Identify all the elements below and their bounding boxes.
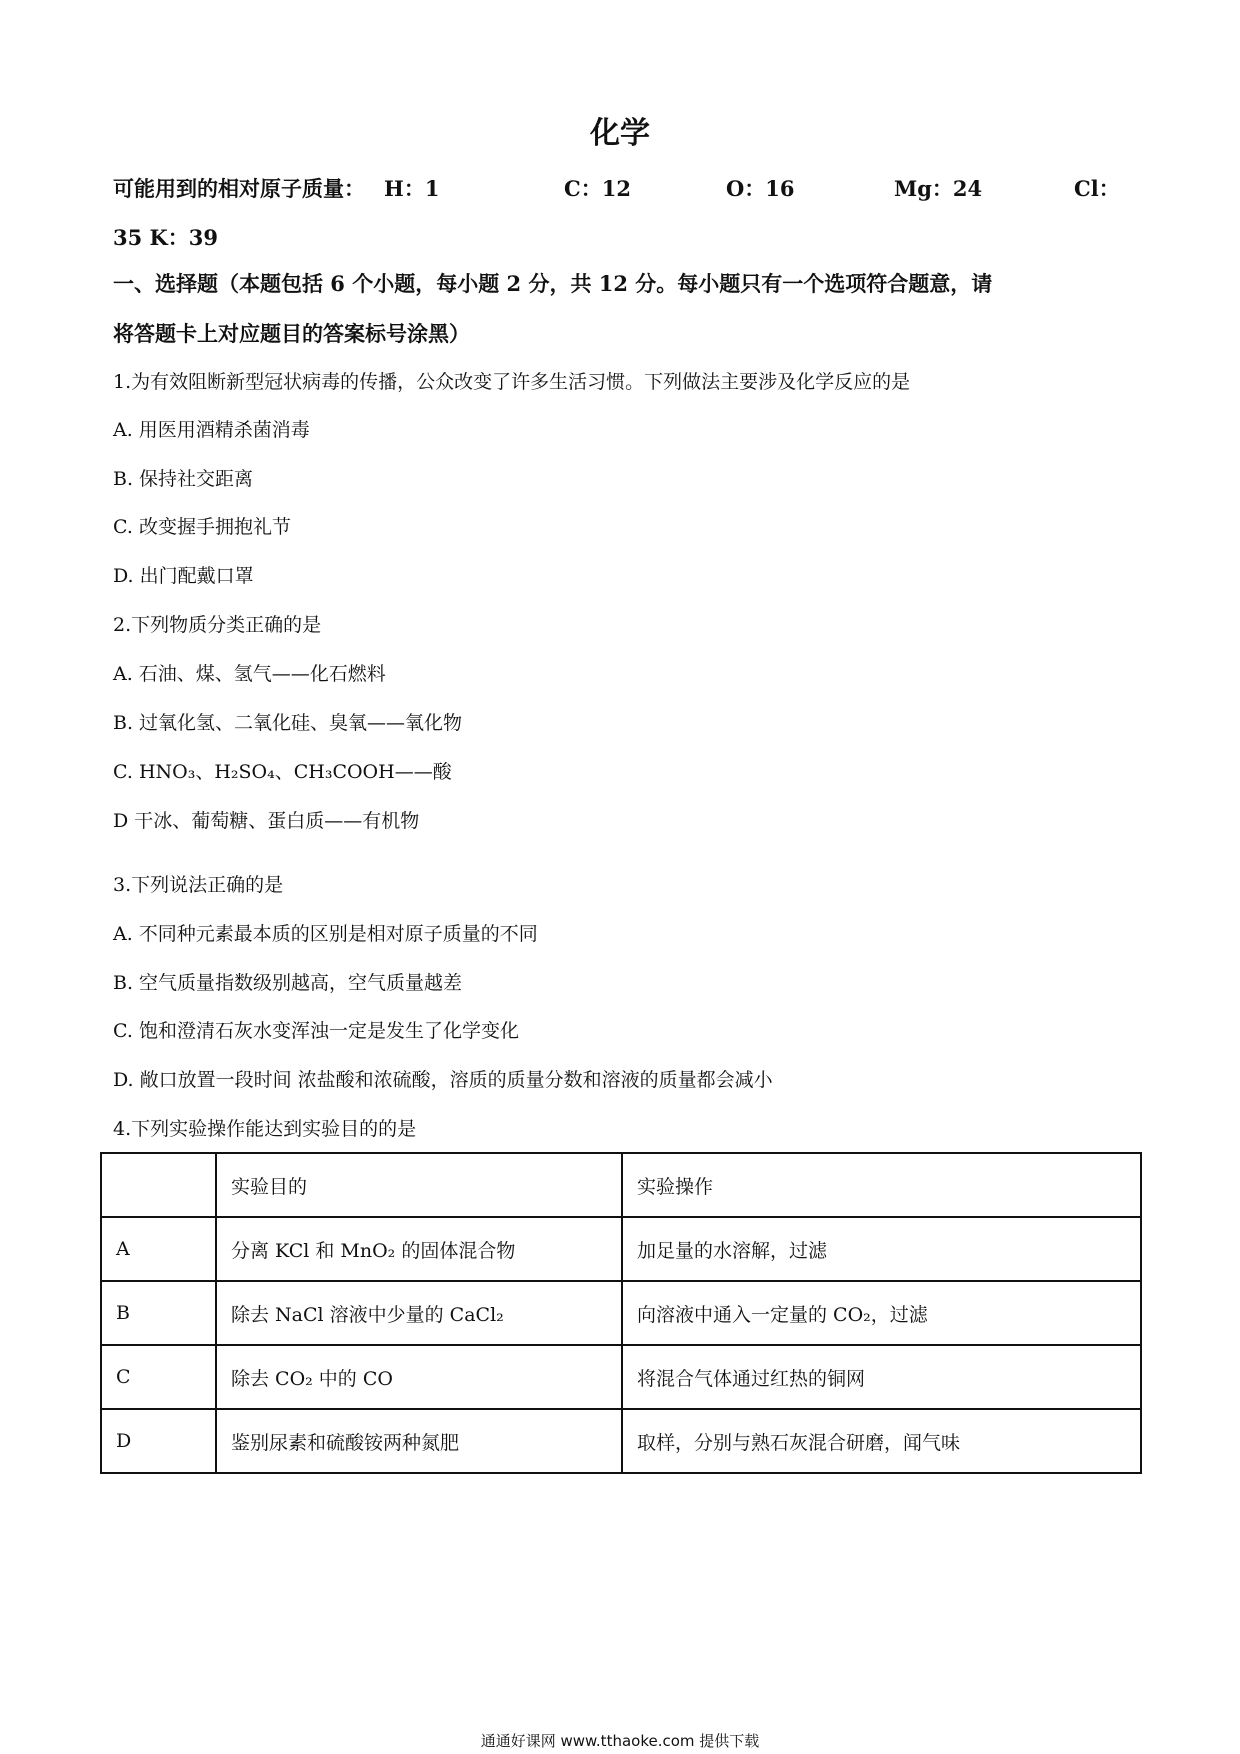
question-1-option-d: D. 出门配戴口罩 <box>113 565 254 587</box>
table-header-cell: 实验目的 <box>216 1153 622 1217</box>
table-cell: 分离 KCl 和 MnO₂ 的固体混合物 <box>216 1217 622 1281</box>
question-3-option-c: C. 饱和澄清石灰水变浑浊一定是发生了化学变化 <box>113 1020 519 1042</box>
footer-text: 通通好课网 www.tthaoke.com 提供下载 <box>480 1732 760 1750</box>
question-3-option-d: D. 敞口放置一段时间 浓盐酸和浓硫酸，溶质的质量分数和溶液的质量都会减小 <box>113 1069 773 1091</box>
table-header-cell <box>101 1153 216 1217</box>
question-2-option-d: D 干冰、葡萄糖、蛋白质——有机物 <box>113 810 420 832</box>
table-cell: 除去 NaCl 溶液中少量的 CaCl₂ <box>216 1281 622 1345</box>
question-2-option-a: A. 石油、煤、氢气——化石燃料 <box>113 663 386 685</box>
table-cell: B <box>101 1281 216 1345</box>
table-cell: 将混合气体通过红热的铜网 <box>622 1345 1141 1409</box>
table-row <box>101 1217 1141 1281</box>
table-cell: A <box>101 1217 216 1281</box>
table-cell: C <box>101 1345 216 1409</box>
question-2-option-b: B. 过氧化氢、二氧化硅、臭氧——氧化物 <box>113 712 463 734</box>
section-heading-line1: 一、选择题（本题包括 6 个小题，每小题 2 分，共 12 分。每小题只有一个选项符合题意，请 <box>113 271 993 296</box>
table-cell: 加足量的水溶解，过滤 <box>622 1217 1141 1281</box>
table-cell: 除去 CO₂ 中的 CO <box>216 1345 622 1409</box>
atomic-mass-label: 可能用到的相对原子质量： <box>113 176 365 201</box>
table-row <box>101 1281 1141 1345</box>
table-row <box>101 1345 1141 1409</box>
question-1-stem: 1.为有效阻断新型冠状病毒的传播，公众改变了许多生活习惯。下列做法主要涉及化学反应的是 <box>113 371 911 393</box>
question-1-option-a: A. 用医用酒精杀菌消毒 <box>113 419 310 441</box>
table-header-row <box>101 1153 1141 1217</box>
experiment-table <box>100 1152 1142 1474</box>
atomic-mass-cl: Cl： <box>1074 176 1120 201</box>
table-row <box>101 1409 1141 1473</box>
atomic-mass-o: O：16 <box>726 176 795 201</box>
atomic-mass-mg: Mg：24 <box>894 176 983 201</box>
atomic-mass-line2: 35 K：39 <box>113 225 219 250</box>
section-heading-line2: 将答题卡上对应题目的答案标号涂黑） <box>113 321 470 346</box>
question-2-option-c: C. HNO₃、H₂SO₄、CH₃COOH——酸 <box>113 761 452 783</box>
question-3-stem: 3.下列说法正确的是 <box>113 874 284 896</box>
atomic-mass-h: H：1 <box>384 176 440 201</box>
table-cell: D <box>101 1409 216 1473</box>
question-2-stem: 2.下列物质分类正确的是 <box>113 614 322 636</box>
table-cell: 向溶液中通入一定量的 CO₂，过滤 <box>622 1281 1141 1345</box>
question-1-option-b: B. 保持社交距离 <box>113 468 254 490</box>
atomic-mass-c: C：12 <box>564 176 631 201</box>
table-header-cell: 实验操作 <box>622 1153 1141 1217</box>
question-1-option-c: C. 改变握手拥抱礼节 <box>113 516 291 538</box>
table-cell: 鉴别尿素和硫酸铵两种氮肥 <box>216 1409 622 1473</box>
table-cell: 取样，分别与熟石灰混合研磨，闻气味 <box>622 1409 1141 1473</box>
page-title: 化学 <box>590 116 650 151</box>
question-3-option-a: A. 不同种元素最本质的区别是相对原子质量的不同 <box>113 923 538 945</box>
question-4-stem: 4.下列实验操作能达到实验目的的是 <box>113 1118 417 1140</box>
question-3-option-b: B. 空气质量指数级别越高，空气质量越差 <box>113 972 463 994</box>
